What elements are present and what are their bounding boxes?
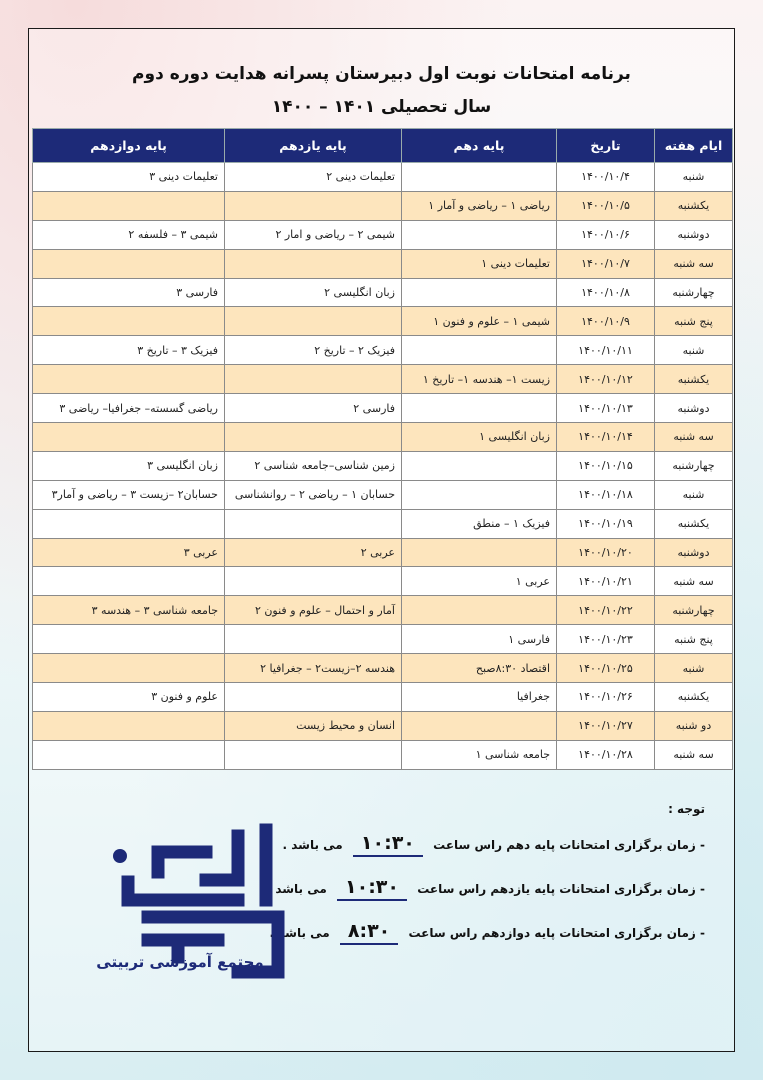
table-row: [33, 683, 733, 712]
cell-grade-10: فیزیک ۱ – منطق: [402, 509, 557, 538]
cell-grade-12: جامعه شناسی ۳ – هندسه ۳: [33, 596, 225, 625]
cell-day: دوشنبه: [655, 220, 733, 249]
cell-grade-10: [402, 711, 557, 740]
exam-time: ۸:۳۰: [340, 919, 398, 945]
cell-grade-11: [225, 191, 402, 220]
cell-date: ۱۴۰۰/۱۰/۷: [557, 249, 655, 278]
table-row: [33, 249, 733, 278]
cell-date: ۱۴۰۰/۱۰/۱۸: [557, 480, 655, 509]
column-header-day: ایام هفته: [655, 129, 733, 163]
cell-grade-12: [33, 711, 225, 740]
table-row: [33, 220, 733, 249]
cell-day: دو شنبه: [655, 711, 733, 740]
cell-grade-10: [402, 480, 557, 509]
table-row: [33, 191, 733, 220]
cell-date: ۱۴۰۰/۱۰/۲۷: [557, 711, 655, 740]
logo-main-text: هدایت: [88, 822, 91, 823]
cell-day: یکشنبه: [655, 365, 733, 394]
cell-grade-10: جامعه شناسی ۱: [402, 740, 557, 769]
cell-grade-11: [225, 683, 402, 712]
cell-grade-10: [402, 394, 557, 423]
column-header-grade-12: پایه دوازدهم: [33, 129, 225, 163]
notes-heading: توجه :: [668, 802, 705, 816]
cell-grade-11: [225, 307, 402, 336]
cell-grade-12: فارسی ۳: [33, 278, 225, 307]
school-logo: [88, 822, 288, 992]
cell-day: یکشنبه: [655, 683, 733, 712]
cell-grade-11: آمار و احتمال – علوم و فنون ۲: [225, 596, 402, 625]
cell-grade-10: [402, 336, 557, 365]
cell-grade-11: تعلیمات دینی ۲: [225, 163, 402, 192]
note-grade-10: [255, 830, 705, 874]
cell-date: ۱۴۰۰/۱۰/۸: [557, 278, 655, 307]
table-row: [33, 567, 733, 596]
cell-grade-11: [225, 509, 402, 538]
cell-grade-12: تعلیمات دینی ۳: [33, 163, 225, 192]
cell-grade-12: حسابان۲ –زیست ۳ – ریاضی و آمار۳: [33, 480, 225, 509]
exam-time: ۱۰:۳۰: [337, 875, 407, 901]
table-row: [33, 596, 733, 625]
cell-day: چهارشنبه: [655, 596, 733, 625]
cell-grade-11: [225, 423, 402, 452]
cell-grade-10: ریاضی ۱ – ریاضی و آمار ۱: [402, 191, 557, 220]
cell-grade-12: [33, 509, 225, 538]
cell-grade-12: [33, 740, 225, 769]
cell-grade-12: علوم و فنون ۳: [33, 683, 225, 712]
cell-grade-12: [33, 307, 225, 336]
column-header-date: تاریخ: [557, 129, 655, 163]
cell-day: چهارشنبه: [655, 451, 733, 480]
cell-grade-11: زمین شناسی–جامعه شناسی ۲: [225, 451, 402, 480]
note-text: - زمان برگزاری امتحانات پایه یازدهم راس ساعت: [417, 882, 705, 896]
column-header-grade-11: پایه یازدهم: [225, 129, 402, 163]
table-row: [33, 740, 733, 769]
cell-date: ۱۴۰۰/۱۰/۱۲: [557, 365, 655, 394]
table-row: [33, 509, 733, 538]
cell-date: ۱۴۰۰/۱۰/۲۱: [557, 567, 655, 596]
note-grade-12: [255, 918, 705, 962]
academic-year: سال تحصیلی ۱۴۰۱ – ۱۴۰۰: [271, 97, 492, 117]
notes-section: [255, 802, 705, 962]
cell-day: سه شنبه: [655, 567, 733, 596]
table-row: [33, 336, 733, 365]
cell-grade-10: جغرافیا: [402, 683, 557, 712]
note-suffix: می باشد .: [282, 838, 343, 852]
cell-date: ۱۴۰۰/۱۰/۲۲: [557, 596, 655, 625]
cell-date: ۱۴۰۰/۱۰/۹: [557, 307, 655, 336]
cell-grade-10: فارسی ۱: [402, 625, 557, 654]
cell-grade-12: زبان انگلیسی ۳: [33, 451, 225, 480]
cell-grade-12: [33, 365, 225, 394]
table-row: [33, 278, 733, 307]
cell-grade-10: [402, 220, 557, 249]
note-text: - زمان برگزاری امتحانات پایه دهم راس ساعت: [433, 838, 705, 852]
note-text: - زمان برگزاری امتحانات پایه دوازدهم راس ساعت: [408, 926, 705, 940]
cell-grade-11: [225, 625, 402, 654]
table-row: [33, 480, 733, 509]
cell-grade-12: [33, 423, 225, 452]
cell-day: دوشنبه: [655, 538, 733, 567]
cell-grade-10: [402, 163, 557, 192]
cell-date: ۱۴۰۰/۱۰/۲۵: [557, 654, 655, 683]
table-row: [33, 625, 733, 654]
cell-day: چهارشنبه: [655, 278, 733, 307]
exam-schedule-table: [32, 128, 733, 770]
cell-grade-10: [402, 596, 557, 625]
cell-date: ۱۴۰۰/۱۰/۶: [557, 220, 655, 249]
table-row: [33, 163, 733, 192]
cell-day: شنبه: [655, 654, 733, 683]
table-body: [33, 163, 733, 770]
cell-day: سه شنبه: [655, 249, 733, 278]
cell-grade-11: حسابان ۱ – ریاضی ۲ – روانشناسی: [225, 480, 402, 509]
cell-date: ۱۴۰۰/۱۰/۱۹: [557, 509, 655, 538]
cell-grade-11: فارسی ۲: [225, 394, 402, 423]
cell-grade-10: اقتصاد ۸:۳۰صبح: [402, 654, 557, 683]
logo-dot: [113, 849, 127, 863]
cell-date: ۱۴۰۰/۱۰/۲۶: [557, 683, 655, 712]
cell-grade-12: عربی ۳: [33, 538, 225, 567]
cell-date: ۱۴۰۰/۱۰/۱۱: [557, 336, 655, 365]
cell-grade-10: شیمی ۱ – علوم و فنون ۱: [402, 307, 557, 336]
cell-grade-12: [33, 567, 225, 596]
table-row: [33, 307, 733, 336]
cell-grade-12: شیمی ۳ – فلسفه ۲: [33, 220, 225, 249]
cell-date: ۱۴۰۰/۱۰/۱۳: [557, 394, 655, 423]
cell-date: ۱۴۰۰/۱۰/۲۰: [557, 538, 655, 567]
cell-grade-12: فیزیک ۳ – تاریخ ۳: [33, 336, 225, 365]
cell-grade-10: تعلیمات دینی ۱: [402, 249, 557, 278]
cell-grade-11: زبان انگلیسی ۲: [225, 278, 402, 307]
note-suffix: می باشد .: [266, 882, 327, 896]
cell-grade-11: فیزیک ۲ – تاریخ ۲: [225, 336, 402, 365]
cell-grade-10: زیست ۱– هندسه ۱– تاریخ ۱: [402, 365, 557, 394]
exam-time: ۱۰:۳۰: [353, 831, 423, 857]
cell-date: ۱۴۰۰/۱۰/۲۳: [557, 625, 655, 654]
cell-date: ۱۴۰۰/۱۰/۲۸: [557, 740, 655, 769]
cell-grade-12: [33, 191, 225, 220]
page-title: برنامه امتحانات نوبت اول دبیرستان پسرانه هدایت دوره دوم: [132, 64, 631, 84]
table-row: [33, 394, 733, 423]
cell-grade-11: [225, 249, 402, 278]
cell-grade-11: هندسه ۲–زیست۲ – جغرافیا ۲: [225, 654, 402, 683]
cell-day: دوشنبه: [655, 394, 733, 423]
cell-grade-10: زبان انگلیسی ۱: [402, 423, 557, 452]
table-row: [33, 711, 733, 740]
cell-grade-12: [33, 625, 225, 654]
table-row: [33, 538, 733, 567]
cell-day: یکشنبه: [655, 509, 733, 538]
table-header-row: [33, 129, 733, 163]
cell-day: یکشنبه: [655, 191, 733, 220]
cell-date: ۱۴۰۰/۱۰/۴: [557, 163, 655, 192]
cell-date: ۱۴۰۰/۱۰/۵: [557, 191, 655, 220]
cell-grade-12: [33, 249, 225, 278]
cell-day: شنبه: [655, 480, 733, 509]
table-row: [33, 365, 733, 394]
cell-grade-11: عربی ۲: [225, 538, 402, 567]
cell-date: ۱۴۰۰/۱۰/۱۵: [557, 451, 655, 480]
column-header-grade-10: پایه دهم: [402, 129, 557, 163]
cell-date: ۱۴۰۰/۱۰/۱۴: [557, 423, 655, 452]
cell-day: پنج شنبه: [655, 307, 733, 336]
note-suffix: می باشد .: [269, 926, 330, 940]
cell-day: شنبه: [655, 336, 733, 365]
cell-grade-11: [225, 365, 402, 394]
table-row: [33, 451, 733, 480]
cell-grade-11: [225, 567, 402, 596]
cell-grade-12: ریاضی گسسته– جغرافیا– ریاضی ۳: [33, 394, 225, 423]
cell-grade-10: عربی ۱: [402, 567, 557, 596]
cell-grade-10: [402, 451, 557, 480]
table-row: [33, 654, 733, 683]
cell-grade-11: شیمی ۲ – ریاضی و امار ۲: [225, 220, 402, 249]
cell-day: سه شنبه: [655, 423, 733, 452]
table-row: [33, 423, 733, 452]
cell-day: سه شنبه: [655, 740, 733, 769]
cell-grade-10: [402, 538, 557, 567]
logo-caption: مجتمع آموزشی تربیتی: [96, 953, 264, 971]
cell-grade-11: انسان و محیط زیست: [225, 711, 402, 740]
cell-grade-10: [402, 278, 557, 307]
cell-grade-11: [225, 740, 402, 769]
cell-day: شنبه: [655, 163, 733, 192]
cell-grade-12: [33, 654, 225, 683]
note-grade-11: [255, 874, 705, 918]
cell-day: پنج شنبه: [655, 625, 733, 654]
